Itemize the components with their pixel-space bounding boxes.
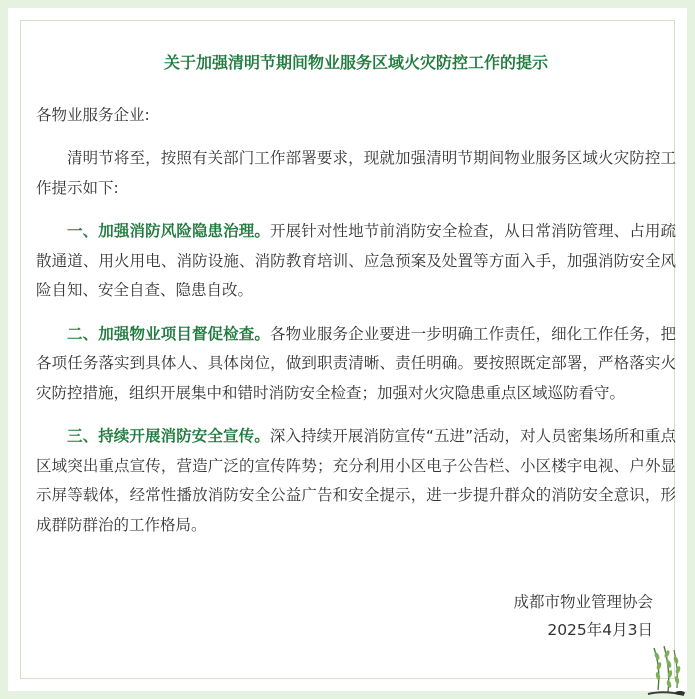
- item-body-3: 深入持续开展消防宣传“五进”活动，对人员密集场所和重点区域突出重点宣传，营造广泛的宣传阵势；充分利用小区电子公告栏、小区楼宇电视、户外显示屏等载体，经常性播放消防安全公益广告和安全提示，进一步提升群众的消防安全意识，形成群防群治的工作格局。: [36, 427, 676, 534]
- item-heading-1: 一、加强消防风险隐患治理。: [67, 222, 271, 240]
- willow-branch-icon: [644, 646, 690, 698]
- intro-paragraph: 清明节将至，按照有关部门工作部署要求，现就加强清明节期间物业服务区域火灾防控工作提示如下:: [36, 149, 676, 197]
- item-paragraph-1: [36, 217, 676, 306]
- item-body-1: 开展针对性地节前消防安全检查，从日常消防管理、占用疏散通道、用火用电、消防设施、消防教育培训、应急预案及处置等方面入手，加强消防安全风险自知、安全自查、隐患自改。: [36, 222, 676, 299]
- item-paragraph-3: [36, 422, 676, 540]
- salutation: 各物业服务企业:: [36, 106, 150, 124]
- notice-title: 关于加强清明节期间物业服务区域火灾防控工作的提示: [163, 53, 548, 72]
- item-paragraph-2: [36, 320, 676, 409]
- item-body-2: 各物业服务企业要进一步明确工作责任，细化工作任务，把各项任务落实到具体人、具体岗位，做到职责清晰、责任明确。要按照既定部署，严格落实火灾防控措施，组织开展集中和错时消防安全检查；加强对火灾隐患重点区域巡防看守。: [36, 324, 676, 402]
- item-heading-3: 三、持续开展消防安全宣传。: [67, 427, 270, 445]
- notice-content: [36, 52, 676, 554]
- signature-date: 2025年4月3日: [547, 621, 653, 639]
- signature-organization: 成都市物业管理协会: [513, 593, 653, 611]
- item-heading-2: 二、加强物业项目督促检查。: [67, 324, 271, 343]
